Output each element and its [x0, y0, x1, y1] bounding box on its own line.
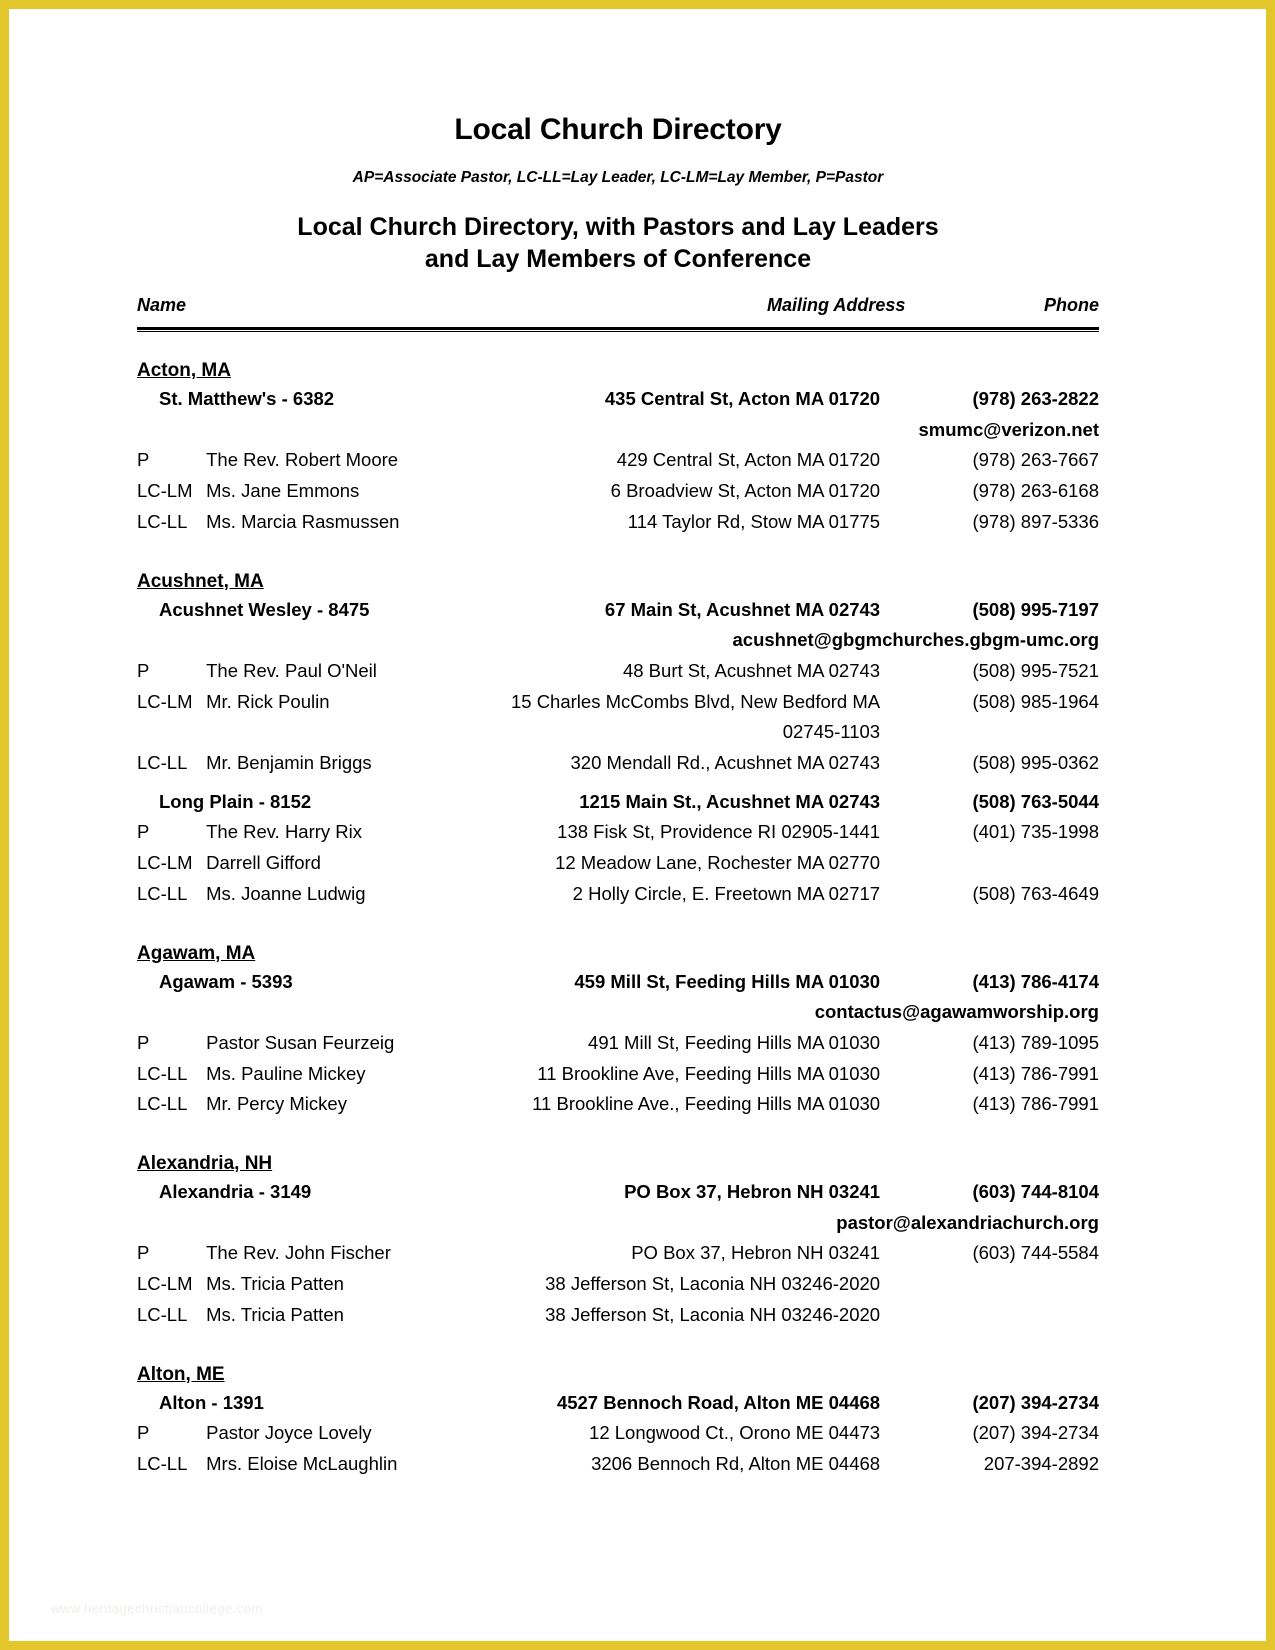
person-role: P — [137, 821, 150, 843]
column-headers — [137, 295, 1099, 321]
person-role: LC-LL — [137, 752, 188, 774]
church-email[interactable]: smumc@verizon.net — [918, 418, 1099, 440]
church-row — [137, 1388, 1099, 1419]
person-role: LC-LL — [137, 1452, 188, 1474]
city-heading: Alexandria, NH — [137, 1153, 273, 1175]
church-table — [137, 384, 1099, 538]
person-phone — [880, 1269, 1099, 1300]
person-phone — [880, 1300, 1099, 1331]
person-name: Mrs. Eloise McLaughlin — [206, 1452, 398, 1474]
city-section — [137, 1137, 1099, 1331]
person-address: 11 Brookline Ave, Feeding Hills MA 01030 — [537, 1062, 881, 1084]
person-address: PO Box 37, Hebron NH 03241 — [631, 1242, 881, 1264]
church-phone: (603) 744-8104 — [972, 1181, 1099, 1203]
church-table — [137, 595, 1099, 910]
person-role: P — [137, 1031, 150, 1053]
person-name: The Rev. Harry Rix — [206, 821, 363, 843]
person-phone: (508) 985-1964 — [972, 690, 1099, 712]
person-row — [137, 848, 1099, 879]
church-phone: (508) 995-7197 — [972, 598, 1099, 620]
abbreviation-legend: AP=Associate Pastor, LC-LL=Lay Leader, LC-LM=Lay Member, P=Pastor — [352, 169, 884, 186]
person-name: The Rev. Paul O'Neil — [206, 659, 377, 681]
church-email[interactable]: acushnet@gbgmchurches.gbgm-umc.org — [732, 629, 1099, 651]
person-row — [137, 1418, 1099, 1449]
person-role: P — [137, 1242, 150, 1264]
person-role: P — [137, 659, 150, 681]
person-role: LC-LM — [137, 1273, 193, 1295]
church-phone: (207) 394-2734 — [972, 1391, 1099, 1413]
site-watermark: www.heritagechristiancollege.com — [51, 1601, 263, 1616]
person-phone: (413) 786-7991 — [972, 1062, 1099, 1084]
church-row — [137, 595, 1099, 626]
person-phone: (978) 263-6168 — [972, 480, 1099, 502]
person-address — [275, 687, 880, 748]
row-spacer — [137, 779, 1099, 787]
person-name: The Rev. Robert Moore — [206, 449, 399, 471]
person-name: Darrell Gifford — [206, 852, 321, 874]
person-phone: (401) 735-1998 — [972, 821, 1099, 843]
church-address: 435 Central St, Acton MA 01720 — [604, 388, 881, 409]
person-role: LC-LL — [137, 1093, 188, 1115]
church-row — [137, 1177, 1099, 1208]
person-address: 12 Meadow Lane, Rochester MA 02770 — [555, 852, 881, 874]
person-row — [137, 445, 1099, 476]
church-name: Agawam - 5393 — [159, 970, 293, 992]
person-name: Ms. Marcia Rasmussen — [206, 510, 400, 532]
person-role: LC-LL — [137, 1303, 188, 1325]
city-section — [137, 1348, 1099, 1480]
church-email[interactable]: pastor@alexandriachurch.org — [836, 1211, 1099, 1233]
subtitle-line-2: and Lay Members of Conference — [424, 245, 812, 273]
person-address: 138 Fisk St, Providence RI 02905-1441 — [557, 821, 881, 843]
person-address: 320 Mendall Rd., Acushnet MA 02743 — [570, 752, 881, 774]
city-heading: Acton, MA — [137, 360, 231, 381]
church-table — [137, 1388, 1099, 1480]
person-phone: (413) 789-1095 — [972, 1031, 1099, 1053]
person-address: 38 Jefferson St, Laconia NH 03246-2020 — [545, 1273, 881, 1295]
person-row — [137, 507, 1099, 538]
person-address: 114 Taylor Rd, Stow MA 01775 — [627, 510, 881, 532]
person-name: Ms. Tricia Patten — [206, 1303, 344, 1325]
person-role: LC-LM — [137, 480, 193, 502]
church-email[interactable]: contactus@agawamworship.org — [814, 1001, 1099, 1023]
person-phone: (508) 995-0362 — [972, 752, 1099, 774]
column-header-name: Name — [137, 295, 187, 315]
church-row — [137, 967, 1099, 998]
person-name: Pastor Joyce Lovely — [206, 1422, 372, 1444]
person-address: 11 Brookline Ave., Feeding Hills MA 01030 — [532, 1093, 881, 1115]
person-address: 12 Longwood Ct., Orono ME 04473 — [589, 1422, 881, 1444]
person-address: 491 Mill St, Feeding Hills MA 01030 — [588, 1031, 881, 1053]
city-heading: Acushnet, MA — [137, 570, 264, 592]
person-phone: (978) 897-5336 — [972, 510, 1099, 532]
church-table — [137, 1177, 1099, 1331]
person-phone: (603) 744-5584 — [972, 1242, 1099, 1264]
subtitle-line-1: Local Church Directory, with Pastors and Lay Leaders — [297, 213, 939, 241]
person-phone — [880, 848, 1099, 879]
person-row — [137, 1238, 1099, 1269]
person-row — [137, 687, 1099, 748]
person-row — [137, 817, 1099, 848]
page-title: Local Church Directory — [454, 113, 782, 146]
person-row — [137, 1269, 1099, 1300]
person-address: 2 Holly Circle, E. Freetown MA 02717 — [572, 882, 881, 904]
person-phone: (978) 263-7667 — [972, 449, 1099, 471]
person-role: P — [137, 449, 150, 471]
person-name: Mr. Percy Mickey — [206, 1093, 347, 1115]
person-name: The Rev. John Fischer — [206, 1242, 391, 1264]
person-name: Pastor Susan Feurzeig — [206, 1031, 395, 1053]
person-row — [137, 476, 1099, 507]
church-address: 4527 Bennoch Road, Alton ME 04468 — [556, 1391, 881, 1413]
church-address: PO Box 37, Hebron NH 03241 — [624, 1181, 881, 1203]
person-name: Ms. Tricia Patten — [206, 1273, 344, 1295]
person-role: LC-LM — [137, 690, 193, 712]
city-heading: Alton, ME — [137, 1363, 225, 1385]
city-section — [137, 555, 1099, 910]
person-phone: (508) 763-4649 — [972, 882, 1099, 904]
church-row — [137, 384, 1099, 415]
person-row — [137, 748, 1099, 779]
person-role: LC-LM — [137, 852, 193, 874]
person-row — [137, 1059, 1099, 1090]
document-subtitle — [137, 187, 1099, 275]
person-phone: (508) 995-7521 — [972, 659, 1099, 681]
church-phone: (413) 786-4174 — [972, 970, 1099, 992]
church-name: St. Matthew's - 6382 — [159, 388, 335, 409]
person-role: LC-LL — [137, 1062, 188, 1084]
city-section — [137, 344, 1099, 538]
church-email-row — [137, 1208, 1099, 1239]
person-phone: 207-394-2892 — [983, 1452, 1099, 1474]
person-address: 48 Burt St, Acushnet MA 02743 — [622, 659, 881, 681]
person-address: 38 Jefferson St, Laconia NH 03246-2020 — [545, 1303, 881, 1325]
person-row — [137, 656, 1099, 687]
person-role: P — [137, 1422, 150, 1444]
church-name: Acushnet Wesley - 8475 — [159, 598, 370, 620]
directory-sections — [137, 344, 1099, 1480]
person-row — [137, 1300, 1099, 1331]
person-address-line2: 02745-1103 — [782, 721, 881, 743]
person-name: Ms. Pauline Mickey — [206, 1062, 366, 1084]
person-row — [137, 879, 1099, 910]
column-header-phone: Phone — [1043, 295, 1099, 315]
church-phone: (978) 263-2822 — [972, 388, 1099, 409]
church-email-row — [137, 625, 1099, 656]
city-section — [137, 927, 1099, 1121]
church-row — [137, 787, 1099, 818]
church-table — [137, 967, 1099, 1121]
directory-document — [137, 9, 1099, 1480]
church-name: Alton - 1391 — [159, 1391, 264, 1413]
person-name: Mr. Benjamin Briggs — [206, 752, 372, 774]
person-row — [137, 1089, 1099, 1120]
person-name: Ms. Joanne Ludwig — [206, 882, 366, 904]
person-phone: (413) 786-7991 — [972, 1093, 1099, 1115]
person-address-line1: 15 Charles McCombs Blvd, New Bedford MA — [510, 690, 881, 712]
church-name: Long Plain - 8152 — [159, 790, 312, 812]
person-role: LC-LL — [137, 510, 188, 532]
column-header-address: Mailing Address — [767, 295, 906, 315]
person-address: 3206 Bennoch Rd, Alton ME 04468 — [591, 1452, 881, 1474]
church-address: 67 Main St, Acushnet MA 02743 — [604, 598, 881, 620]
church-phone: (508) 763-5044 — [972, 790, 1099, 812]
document-sheet — [9, 9, 1266, 1641]
church-address: 1215 Main St., Acushnet MA 02743 — [579, 790, 881, 812]
person-phone: (207) 394-2734 — [972, 1422, 1099, 1444]
church-email-row — [137, 997, 1099, 1028]
header-divider-rule — [137, 327, 1099, 332]
person-row — [137, 1028, 1099, 1059]
person-row — [137, 1449, 1099, 1480]
church-name: Alexandria - 3149 — [159, 1181, 312, 1203]
person-role: LC-LL — [137, 882, 188, 904]
person-name: Mr. Rick Poulin — [206, 690, 330, 712]
church-address: 459 Mill St, Feeding Hills MA 01030 — [574, 970, 881, 992]
city-heading: Agawam, MA — [137, 942, 256, 964]
person-address: 6 Broadview St, Acton MA 01720 — [610, 480, 881, 502]
person-name: Ms. Jane Emmons — [206, 480, 360, 502]
person-address: 429 Central St, Acton MA 01720 — [616, 449, 881, 471]
church-email-row — [137, 415, 1099, 446]
